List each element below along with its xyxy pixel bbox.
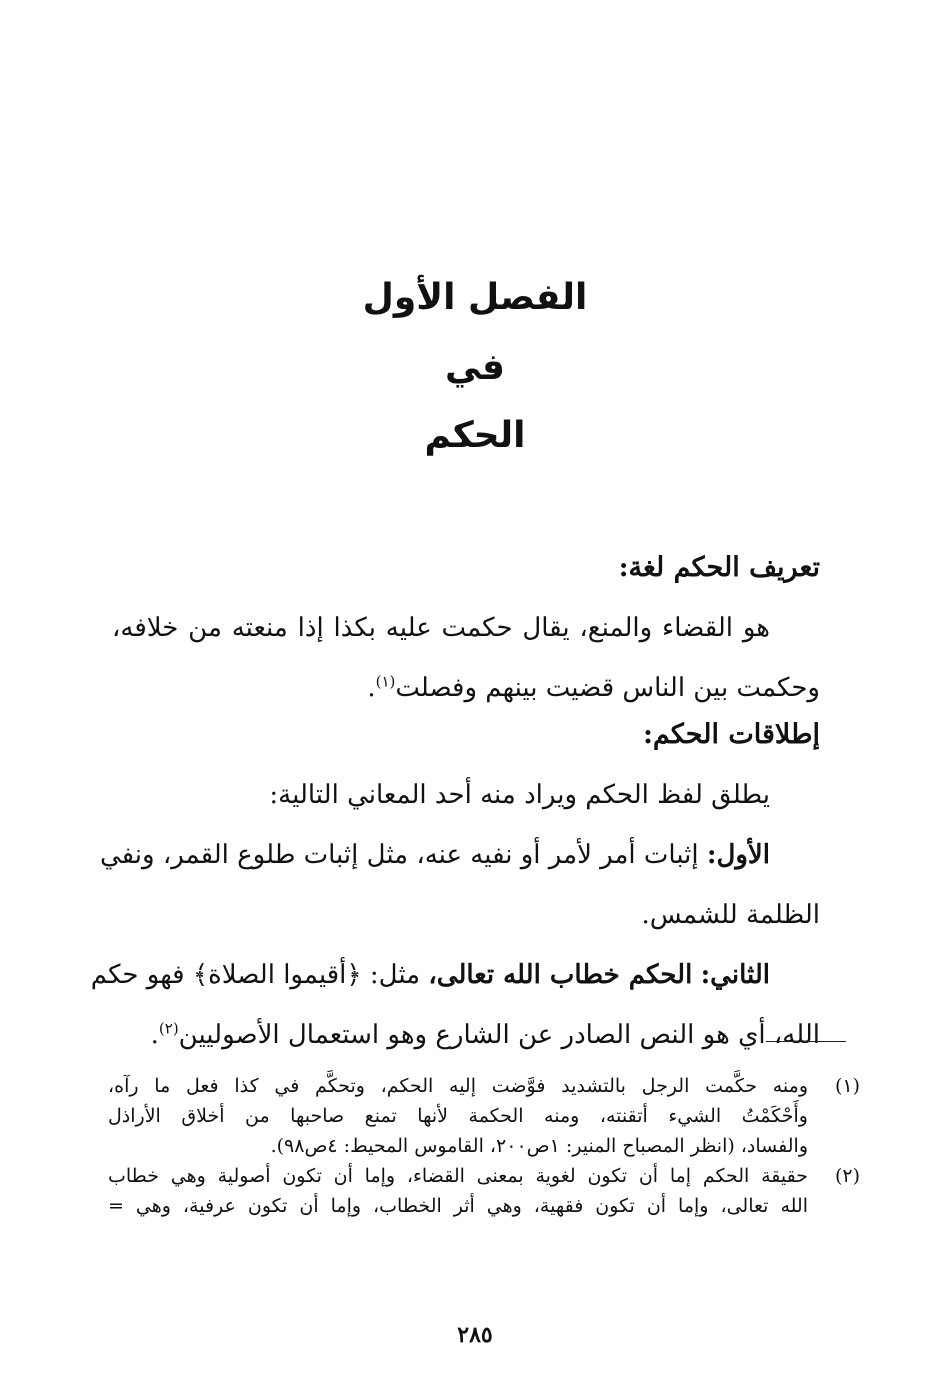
page-number: ٢٨٥	[457, 1322, 493, 1348]
usage-item-1-text: إثبات أمر لأمر أو نفيه عنه، مثل إثبات طلوع القمر، ونفي	[99, 840, 699, 870]
chapter-title-line-3: الحكم	[424, 415, 526, 456]
footnote-line: ومنه حكَّمت الرجل بالتشديد فوَّضت إليه الحكم، وتحكَّم في كذا فعل ما رآه،	[108, 1075, 808, 1097]
paragraph-text: وحكمت بين الناس قضيت بينهم وفصلت	[395, 673, 820, 703]
footnote-line: حقيقة الحكم إما أن تكون لغوية بمعنى القضاء، وإما أن تكون أصولية وهي خطاب	[108, 1165, 808, 1187]
usage-item-2-text: الله، أي هو النص الصادر عن الشارع وهو استعمال الأصوليين	[178, 1020, 820, 1050]
paragraph-line: هو القضاء والمنع، يقال حكمت عليه بكذا إذا منعته من خلافه،	[112, 613, 770, 643]
footnote-number: (٢)	[834, 1165, 860, 1187]
chapter-title-line-1: الفصل الأول	[362, 277, 588, 318]
usage-item-2-end: .	[150, 1020, 159, 1050]
footnote-ref-1[interactable]: (١)	[375, 672, 396, 691]
footnote-2	[108, 1161, 860, 1221]
paragraph-end: .	[367, 673, 376, 703]
usage-item-2-bold-text: الحكم خطاب الله تعالى،	[428, 960, 693, 990]
chapter-title-line-2: في	[445, 347, 505, 388]
footnote-1	[108, 1071, 860, 1161]
usage-item-2-text: مثل: ﴿أقيموا الصلاة﴾ فهو حكم	[90, 960, 421, 990]
footnote-line: الله تعالى، وإما أن تكون فقهية، وهي أثر الخطاب، وإما أن تكون عرفية، وهي =	[108, 1195, 808, 1217]
footnote-separator	[766, 1041, 846, 1042]
footnote-ref-2[interactable]: (٢)	[158, 1019, 179, 1038]
section-linguistic-definition	[112, 538, 820, 718]
footnote-number: (١)	[834, 1075, 860, 1097]
usage-item-1-line: الظلمة للشمس.	[641, 900, 820, 930]
usage-item-2-term: الثاني:	[700, 960, 770, 990]
usage-item-1-line	[99, 825, 820, 885]
section-heading-usages: إطلاقات الحكم:	[642, 719, 820, 750]
usage-item-1-term: الأول:	[706, 840, 770, 870]
usage-item-2-line	[90, 945, 820, 1005]
usage-item-2-line	[112, 1005, 820, 1065]
usages-intro: يطلق لفظ الحكم ويراد منه أحد المعاني التالية:	[269, 780, 770, 810]
section-usages	[90, 705, 820, 1065]
footnotes	[108, 1071, 860, 1221]
footnote-line: وأَحْكَمْتُ الشيء أتقنته، ومنه الحكمة لأنها تمنع صاحبها من أخلاق الأراذل	[108, 1105, 808, 1127]
footnote-line: والفساد، (انظر المصباح المنير: ١ص٢٠٠، القاموس المحيط: ٤ص٩٨).	[270, 1135, 808, 1157]
section-heading-linguistic: تعريف الحكم لغة:	[618, 552, 820, 583]
